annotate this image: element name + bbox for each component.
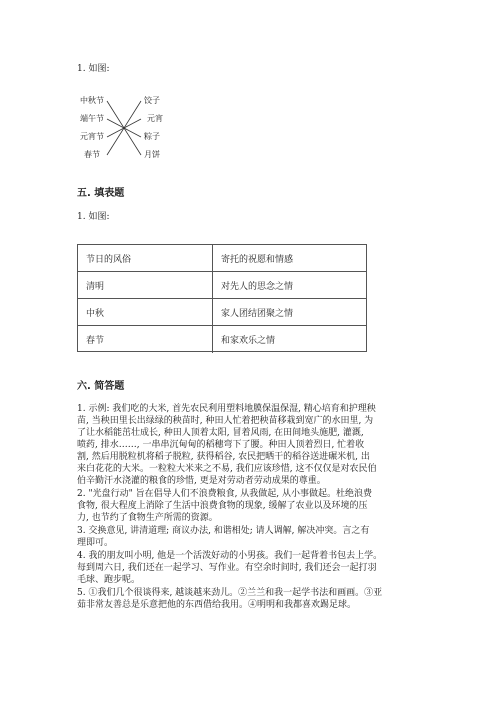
table-cell: 春节: [78, 326, 213, 353]
answer-line: 伯辛勤汗水浇灌的粮食的珍惜, 更是对劳动者劳动成果的尊重。: [77, 476, 326, 486]
answer-line: 1. 示例: 我们吃的大米, 首先农民利用塑料地膜保温保湿, 精心培育和护理秧: [77, 404, 376, 414]
match-right-3: 粽子: [144, 132, 160, 141]
match-right-4: 月饼: [144, 150, 160, 159]
answer-line: 每到周六日, 我们还在一起学习、写作业。有空余时间时, 我们还会一起打羽: [77, 563, 377, 573]
table-row: [78, 272, 366, 299]
match-right-1: 饺子: [144, 96, 160, 105]
answer-line: 2. "光盘行动" 旨在倡导人们不浪费粮食, 从我做起, 从小事做起。杜绝浪费: [77, 489, 373, 499]
table-row: [78, 299, 366, 326]
section-5-title: 五. 填表题: [77, 188, 125, 199]
answer-3: [77, 525, 432, 549]
table-cell: 家人团结团聚之情: [221, 308, 294, 319]
answer-4: [77, 550, 432, 586]
table-cell: 和家欢乐之情: [221, 336, 276, 346]
table-header-cell: 寄托的祝愿和情感: [221, 254, 294, 265]
table-cell: 清明: [78, 272, 213, 298]
answer-line: 苗, 当秧田里长出绿绿的秧苗时, 种田人忙着把秧苗移栽到宽广的水田里, 为: [77, 416, 374, 426]
answer-line: 毛球、跑步呢。: [77, 575, 141, 585]
answer-5: [77, 587, 432, 611]
match-left-1: 中秋节: [80, 96, 104, 105]
table-header-cell: 节日的风俗: [78, 245, 213, 271]
table-row: [78, 326, 366, 353]
table-cell: 对先人的思念之情: [221, 281, 294, 292]
section-5-label: 1. 如图:: [77, 212, 110, 222]
matching-diagram: [77, 93, 177, 163]
answer-line: 4. 我的朋友叫小明, 他是一个活泼好动的小男孩。我们一起背着书包去上学。: [77, 551, 383, 561]
question-1-label: 1. 如图:: [77, 64, 110, 74]
match-right-2: 元宵: [147, 114, 163, 123]
answer-line: 喷药, 排水……, 一串串沉甸甸的稻穗弯下了腰。种田人顶着烈日, 忙着收: [77, 440, 365, 450]
match-left-3: 元宵节: [80, 132, 104, 141]
answer-line: 割, 然后用脱粒机将稻子脱粒, 获得稻谷, 农民把晒干的稻谷送进碾米机, 出: [77, 452, 370, 462]
answer-line: 理即可。: [77, 538, 114, 548]
answer-line: 力, 也节约了食物生产所需的资源。: [77, 513, 218, 523]
answer-line: 茹非常友善总是乐意把他的东西借给我用。④明明和我都喜欢踢足球。: [77, 600, 357, 610]
answer-line: 来白花花的大米。一粒粒大米来之不易, 我们应该珍惜, 这不仅仅是对农民伯: [77, 464, 377, 474]
answer-1: [77, 403, 432, 487]
answer-line: 3. 交换意见, 讲清道理; 商议办法, 和谐相处; 请人调解, 解决冲突。言之有: [77, 526, 370, 536]
section-6-title: 六. 简答题: [77, 381, 125, 392]
table-header-row: [78, 245, 366, 272]
answer-line: 了让水稻能茁壮成长, 种田人顶着太阳, 冒着风雨, 在田间地头施肥, 灌溉,: [77, 428, 364, 438]
answer-line: 食物, 很大程度上消除了生活中浪费食物的现象, 缓解了农业以及环境的压: [77, 501, 368, 511]
matching-lines: [77, 93, 177, 163]
answer-line: 5. ①我们几个很谈得来, 越谈越来劲儿。②兰兰和我一起学书法和画画。③亚: [77, 588, 383, 598]
table-cell: 中秋: [78, 299, 213, 325]
custom-table: [77, 244, 367, 352]
match-left-4: 春节: [84, 150, 100, 159]
answer-2: [77, 488, 432, 524]
match-left-2: 端午节: [80, 114, 104, 123]
